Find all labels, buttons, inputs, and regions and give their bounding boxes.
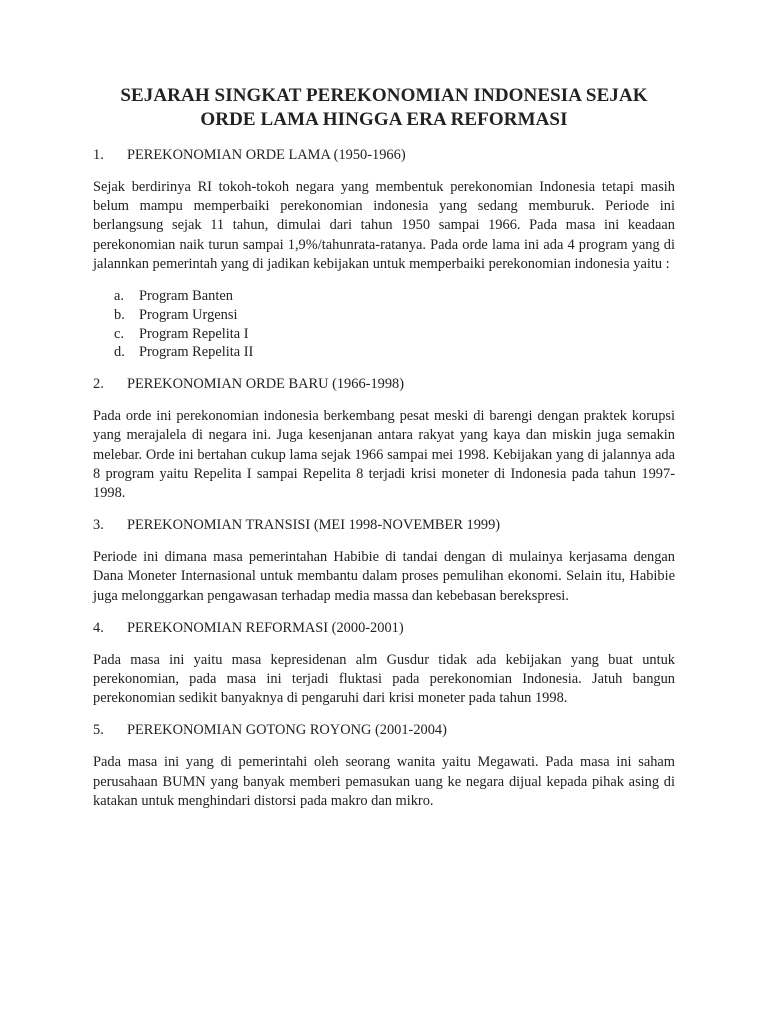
list-marker: d. — [114, 344, 125, 361]
section-heading-1 — [93, 146, 675, 165]
section-number: 3. — [93, 517, 104, 534]
section-heading-4 — [93, 619, 675, 638]
document-title: SEJARAH SINGKAT PEREKONOMIAN INDONESIA SEJAK ORDE LAMA HINGGA ERA REFORMASI — [120, 85, 648, 130]
list-item-text: Program Urgensi — [139, 306, 238, 323]
section-heading-2 — [93, 375, 675, 394]
list-marker: c. — [114, 325, 124, 342]
list-item-text: Program Repelita II — [139, 344, 254, 361]
section-number: 5. — [93, 722, 104, 739]
list-item — [93, 306, 675, 325]
section-paragraph-4: Pada masa ini yaitu masa kepresidenan alm Gusdur tidak ada kebijakan yang buat untuk perekonomian, pada masa ini terjadi fluktasi pada perekonomian Indonesia. Jatuh bangun perekonomian sedikit banyaknya di pengaruhi dari krisi moneter pada tahun 1998. — [93, 651, 675, 707]
program-list — [93, 287, 675, 362]
section-heading-text: PEREKONOMIAN ORDE LAMA (1950-1966) — [127, 147, 406, 163]
section-heading-3 — [93, 516, 675, 535]
section-heading-text: PEREKONOMIAN REFORMASI (2000-2001) — [127, 619, 404, 636]
section-heading-text: PEREKONOMIAN ORDE BARU (1966-1998) — [127, 376, 405, 393]
section-paragraph-5: Pada masa ini yang di pemerintahi oleh seorang wanita yaitu Megawati. Pada masa ini saham perusahaan BUMN yang banyak memberi pemasukan uang ke negara dijual kepada pihak asing di katakan untuk menghindari distorsi pada makro dan mikro. — [93, 754, 675, 809]
section-paragraph-2: Pada orde ini perekonomian indonesia berkembang pesat meski di barengi dengan praktek korupsi yang merajalela di negara ini. Juga kesenjanan antara rakyat yang kaya dan miskin juga semakin melebar. Orde ini bertahan cukup lama sejak 1966 sampai mei 1998. Kebijakan yang di jalannya ada 8 program yaitu Repelita I sampai Repelita 8 terjadi krisi moneter di Indonesia pada tahun 1997-1998. — [93, 408, 675, 502]
list-item-text: Program Banten — [139, 288, 233, 305]
section-heading-text: PEREKONOMIAN GOTONG ROYONG (2001-2004) — [127, 722, 447, 739]
list-item — [93, 325, 675, 344]
list-marker: a. — [114, 288, 124, 305]
section-paragraph-3: Periode ini dimana masa pemerintahan Habibie di tandai dengan di mulainya kerjasama dengan Dana Moneter Internasional untuk membantu dalam proses pemulihan ekonomi. Selain itu, Habibie juga melonggarkan pengawasan terhadap media massa dan kebebasan berekspresi. — [93, 549, 675, 604]
section-paragraph-1: Sejak berdirinya RI tokoh-tokoh negara yang membentuk perekonomian Indonesia tetapi masih belum mampu memperbaiki perekonomian indonesia yang sedang memburuk. Periode ini berlangsung sejak 11 tahun, dimulai dari tahun 1950 sampai 1966. Pada masa ini keadaan perekonomian naik turun sampai 1,9%/tahunrata-ratanya. Pada orde lama ini ada 4 program yang di jalannkan pemerintah yang di jadikan kebijakan untuk memperbaiki perekonomian indonesia yaitu : — [93, 179, 675, 272]
list-item-text: Program Repelita I — [139, 325, 249, 342]
section-heading-5 — [93, 721, 675, 740]
document-page — [93, 84, 675, 824]
section-heading-text: PEREKONOMIAN TRANSISI (MEI 1998-NOVEMBER 1999) — [127, 517, 501, 534]
section-number: 4. — [93, 619, 104, 636]
list-item — [93, 287, 675, 306]
list-marker: b. — [114, 306, 125, 323]
section-number: 2. — [93, 376, 104, 393]
list-item — [93, 343, 675, 362]
section-number: 1. — [93, 147, 104, 163]
